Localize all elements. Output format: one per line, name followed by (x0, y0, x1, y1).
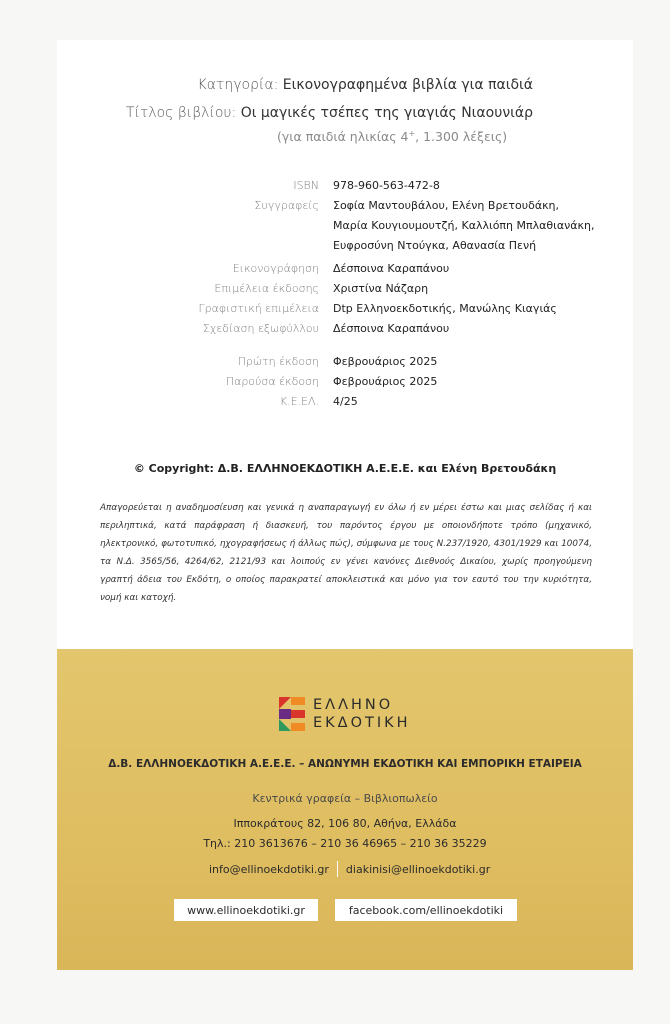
legal-notice: Απαγορεύεται η αναδημοσίευση και γενικά η αναπαραγωγή εν όλω ή εν μέρει έστω και μιας σελίδας ή και περιληπτικά, κατά παράφραση ή διασκευή, του παρόντος έργου με οποιονδήποτε τρόπο (μηχανικό, ηλεκτρονικό, φωτοτυπικό, ηχογραφήσεως ή άλλως πώς), σύμφωνα με τους Ν.237/1920, 4301/1929 και 10074, τα Ν.Δ. 3565/56, 4264/62, 2121/93 και λοιπούς εν γένει κανόνες Διεθνούς Δικαίου, χωρίς προηγούμενη γραπτή άδεια του Εκδότη, ο οποίος παρακρατεί αποκλειστικά και μόνο για τον εαυτό του την κυριότητα, νομή και κατοχή. (100, 503, 592, 603)
category-label: Κατηγορία: (197, 77, 279, 93)
book-info-page (57, 40, 633, 970)
logo-mark-icon (279, 697, 305, 731)
category-value: Εικονογραφημένα βιβλία για παιδιά (282, 77, 533, 93)
author-line: Σοφία Μαντουβάλου, Ελένη Βρετουδάκη, (333, 199, 560, 212)
hq-label: Κεντρικά γραφεία – Βιβλιοπωλείο (252, 792, 438, 805)
title-value: Οι μαγικές τσέπες της γιαγιάς Νιαουνιάρ (240, 105, 533, 121)
credit-row-current-edition: Παρούσα έκδοση Φεβρουάριος 2025 (225, 375, 438, 388)
category-line (198, 77, 533, 93)
logo-line1: ΕΛΛΗΝΟ (313, 697, 394, 713)
address: Ιπποκράτους 82, 106 80, Αθήνα, Ελλάδα (233, 817, 457, 830)
company-name: Δ.Β. ΕΛΛΗΝΟΕΚΔΟΤΙΚΗ Α.Ε.Ε.Ε. – ΑΝΩΝΥΜΗ ΕΚΔΟΤΙΚΗ ΚΑΙ ΕΜΠΟΡΙΚΗ ΕΤΑΙΡΕΙΑ (108, 758, 582, 770)
facebook-link[interactable]: facebook.com/ellinoekdotiki (335, 899, 517, 921)
website-link[interactable]: www.ellinoekdotiki.gr (174, 899, 318, 921)
copyright-line: © Copyright: Δ.Β. ΕΛΛΗΝΟΕΚΔΟΤΙΚΗ Α.Ε.Ε.Ε. και Ελένη Βρετουδάκη (133, 462, 557, 475)
phones: Τηλ.: 210 3613676 – 210 36 46965 – 210 36 35229 (203, 837, 487, 850)
credit-row-keel: Κ.Ε.ΕΛ. 4/25 (279, 395, 358, 408)
credits-table (57, 177, 633, 413)
logo-line2: ΕΚΔΟΤΙΚΗ (313, 715, 411, 731)
author-line: Ευφροσύνη Ντούγκα, Αθανασία Πενή (333, 239, 537, 252)
credit-row-graphic: Γραφιστική επιμέλεια Dtp Ελληνοεκδοτικής, Μανώλης Κιαγιάς (198, 302, 557, 315)
credit-row-illustration: Εικονογράφηση Δέσποινα Καραπάνου (232, 262, 450, 275)
email-info-link[interactable]: info@ellinoekdotiki.gr (209, 862, 329, 876)
email-diakinisi-link[interactable]: diakinisi@ellinoekdotiki.gr (345, 862, 491, 876)
credit-row-isbn: ISBN 978-960-563-472-8 (293, 179, 440, 192)
title-line (126, 105, 533, 121)
emails (209, 861, 490, 877)
divider (337, 861, 338, 877)
credit-row-cover: Σχεδίαση εξωφύλλου Δέσποινα Καραπάνου (202, 322, 450, 335)
title-label: Τίτλος βιβλίου: (125, 105, 237, 121)
age-subtitle: (για παιδιά ηλικίας 4+, 1.300 λέξεις) (277, 129, 508, 145)
credit-row-first-edition: Πρώτη έκδοση Φεβρουάριος 2025 (237, 355, 438, 368)
credit-row-editing: Επιμέλεια έκδοσης Χριστίνα Νάζαρη (214, 282, 429, 295)
author-line: Μαρία Κουγιουμουτζή, Καλλιόπη Μπλαθιανάκη, (333, 219, 595, 232)
credit-row-authors: Συγγραφείς Σοφία Μαντουβάλου, Ελένη Βρετουδάκη, Μαρία Κουγιουμουτζή, Καλλιόπη Μπλαθιανάκη, Ευφροσύνη Ντούγκα, Αθανασία Πενή (254, 199, 595, 252)
publisher-logo (279, 696, 411, 732)
publisher-panel (57, 649, 633, 970)
